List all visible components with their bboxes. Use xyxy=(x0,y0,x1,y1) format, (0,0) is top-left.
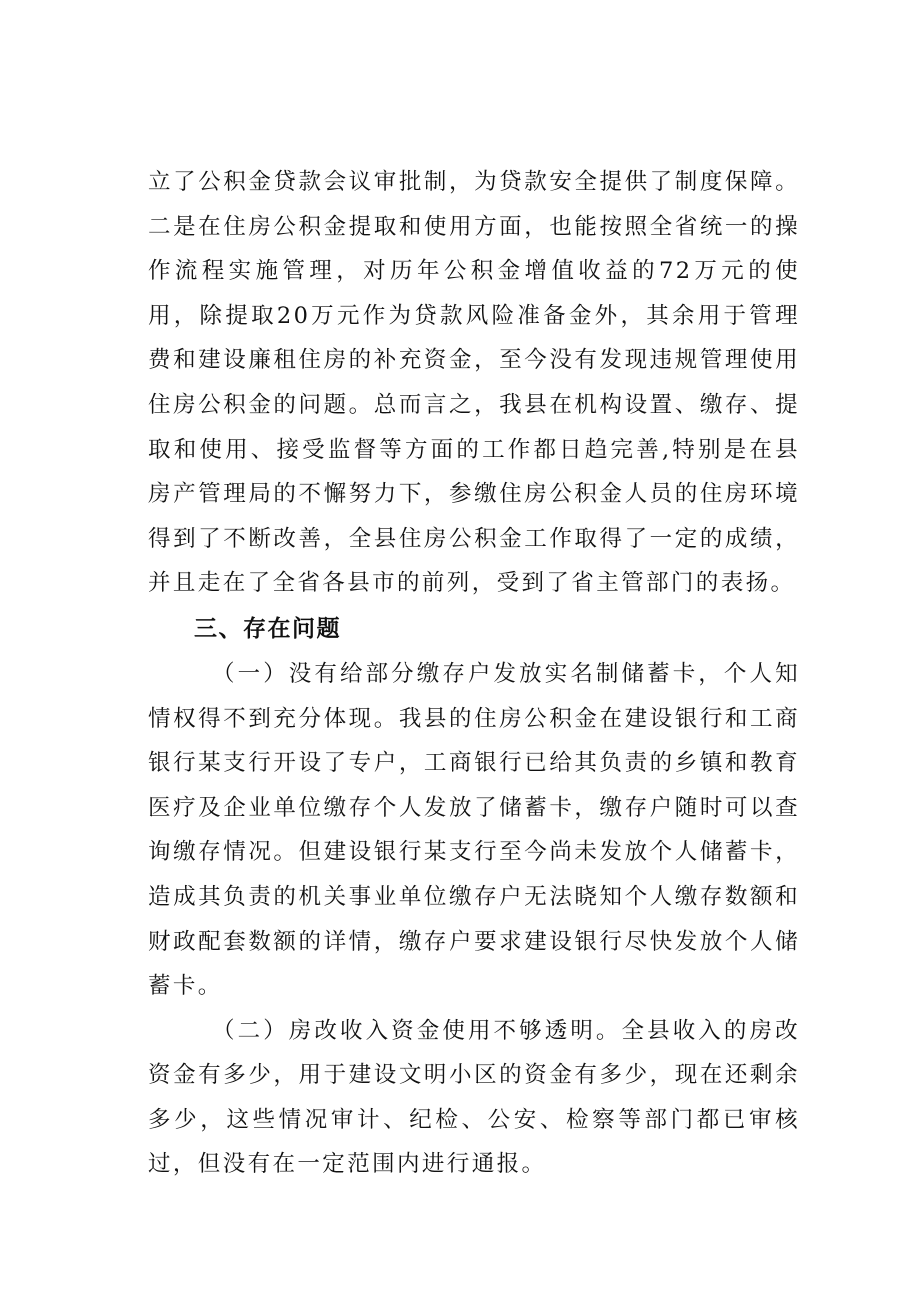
paragraph-achievements-continued: 立了公积金贷款会议审批制，为贷款安全提供了制度保障。二是在住房公积金提取和使用方面，也能按照全省统一的操作流程实施管理，对历年公积金增值收益的72万元的使用，除提取20万元作为贷款风险准备金外，其余用于管理费和建设廉租住房的补充资金，至今没有发现违规管理使用住房公积金的问题。总而言之，我县在机构设置、缴存、提取和使用、接受监督等方面的工作都日趋完善,特别是在县房产管理局的不懈努力下，参缴住房公积金人员的住房环境得到了不断改善，全县住房公积金工作取得了一定的成绩，并且走在了全省各县市的前列，受到了省主管部门的表扬。 xyxy=(148,169,800,597)
paragraph-problem-2: （二）房改收入资金使用不够透明。全县收入的房改资金有多少，用于建设文明小区的资金有多少，现在还剩余多少，这些情况审计、纪检、公安、检察等部门都已审核过，但没有在一定范围内进行通报。 xyxy=(148,1017,800,1178)
document-body xyxy=(148,160,800,1187)
section-heading-existing-problems: 三、存在问题 xyxy=(194,615,341,642)
paragraph-problem-1: （一）没有给部分缴存户发放实名制储蓄卡，个人知情权得不到充分体现。我县的住房公积金在建设银行和工商银行某支行开设了专户，工商银行已给其负责的乡镇和教育医疗及企业单位缴存个人发放了储蓄卡，缴存户随时可以查询缴存情况。但建设银行某支行至今尚未发放个人储蓄卡，造成其负责的机关事业单位缴存户无法晓知个人缴存数额和财政配套数额的详情，缴存户要求建设银行尽快发放个人储蓄卡。 xyxy=(148,660,800,1000)
